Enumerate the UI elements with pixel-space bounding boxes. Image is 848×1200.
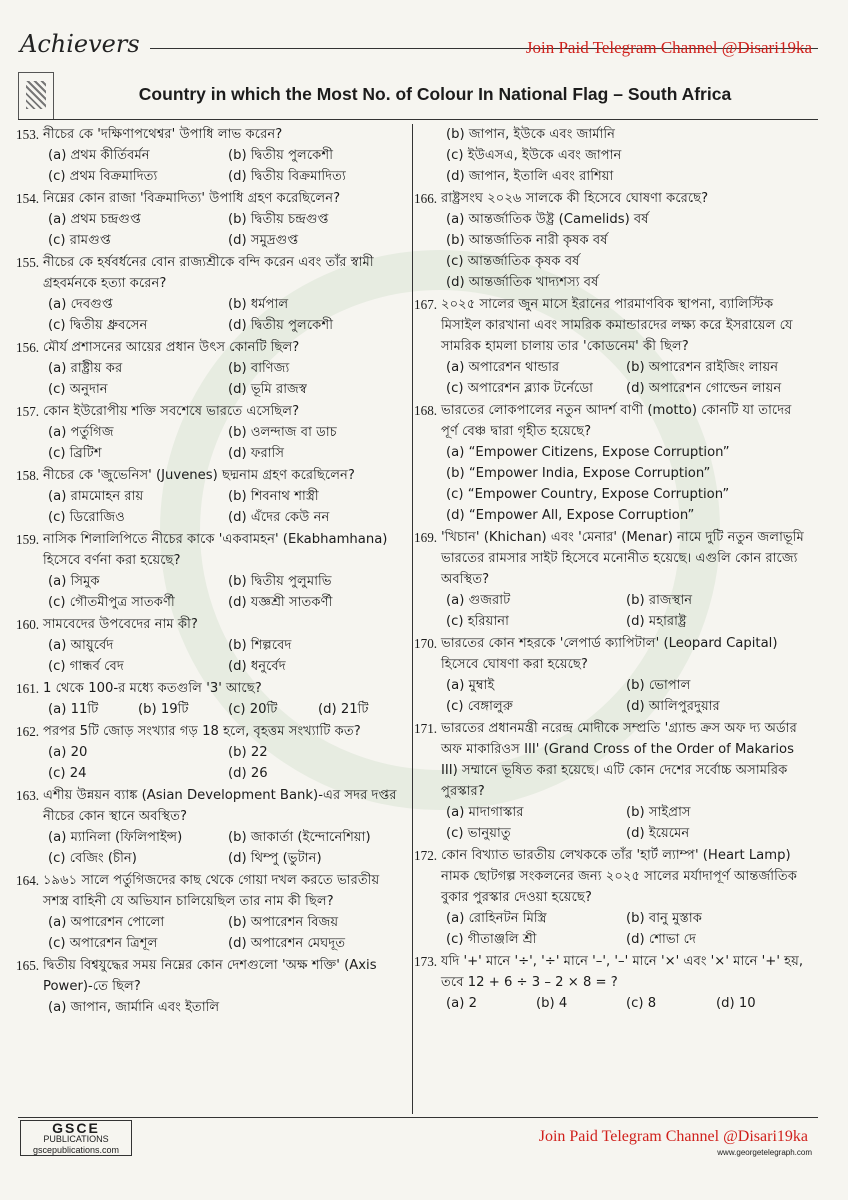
question-line bbox=[16, 955, 408, 997]
options-grid bbox=[414, 357, 806, 399]
option-item: (a) “Empower Citizens, Expose Corruption” bbox=[446, 445, 730, 460]
telegram-banner-top: Join Paid Telegram Channel @Disari19ka bbox=[525, 38, 812, 57]
question-number: 171. bbox=[414, 721, 438, 736]
question-text: এশীয় উন্নয়ন ব্যাঙ্ক (Asian Development Bank)-এর সদর দপ্তর নীচের কোন স্থানে অবস্থিত? bbox=[43, 788, 397, 824]
option-item: (c) ব্রিটিশ bbox=[48, 446, 102, 461]
option-item: (b) সাইপ্রাস bbox=[626, 805, 691, 820]
question-line bbox=[16, 678, 408, 699]
question-number: 154. bbox=[16, 191, 40, 206]
question-number: 157. bbox=[16, 404, 40, 419]
option-item: (a) প্রথম কীর্তিবর্মন bbox=[48, 148, 150, 163]
question-line bbox=[414, 951, 806, 993]
question-line bbox=[16, 188, 408, 209]
option-item: (d) 26 bbox=[228, 766, 268, 781]
question-text: নিম্নের কোন রাজা 'বিক্রমাদিত্য' উপাধি গ্রহণ করেছিলেন? bbox=[43, 191, 341, 206]
brand-logo: Achievers bbox=[20, 30, 140, 58]
options-grid bbox=[414, 124, 806, 187]
question-text: দ্বিতীয় বিশ্বযুদ্ধের সময় নিম্নের কোন দেশগুলো 'অক্ষ শক্তি' (Axis Power)-তে ছিল? bbox=[43, 958, 377, 994]
question-line bbox=[16, 721, 408, 742]
options-grid bbox=[16, 571, 408, 613]
option-item: (b) রাজস্থান bbox=[626, 593, 693, 608]
option-item: (d) এঁদের কেউ নন bbox=[228, 510, 330, 525]
options-grid bbox=[414, 209, 806, 293]
question-text: রাষ্ট্রসংঘ ২০২৬ সালকে কী হিসেবে ঘোষণা করেছে? bbox=[441, 191, 709, 206]
options-grid bbox=[16, 827, 408, 869]
option-item: (c) “Empower Country, Expose Corruption” bbox=[446, 487, 730, 502]
option-item: (c) বেঙ্গালুরু bbox=[446, 699, 513, 714]
question-block bbox=[16, 955, 408, 1018]
option-item: (d) “Empower All, Expose Corruption” bbox=[446, 508, 695, 523]
options-grid bbox=[16, 912, 408, 954]
question-number: 160. bbox=[16, 617, 40, 632]
option-item: (b) ধর্মপাল bbox=[228, 297, 289, 312]
option-item: (a) 20 bbox=[48, 745, 88, 760]
option-item: (a) মুম্বাই bbox=[446, 678, 495, 693]
option-item: (b) শিল্পবেদ bbox=[228, 638, 292, 653]
publisher-logo bbox=[20, 1120, 132, 1156]
option-item: (a) রোহিনটন মিস্ত্রি bbox=[446, 911, 547, 926]
option-item: (b) 19টি bbox=[138, 702, 189, 717]
options-grid bbox=[16, 699, 408, 720]
logo-sub: PUBLICATIONS bbox=[43, 1134, 109, 1144]
option-item: (d) 21টি bbox=[318, 702, 369, 717]
option-item: (a) গুজরাট bbox=[446, 593, 511, 608]
question-block bbox=[414, 400, 806, 526]
option-item: (c) 8 bbox=[626, 996, 657, 1011]
question-text: ২০২৫ সালের জুন মাসে ইরানের পারমাণবিক স্থাপনা, ব্যালিস্টিক মিসাইল কারখানা এবং সামরিক কমান্ডারদের লক্ষ্য করে ইসরায়েল যে সামরিক হামলা চালায় তার 'কোডনেম' কী ছিল? bbox=[441, 297, 793, 354]
telegram-banner-bottom: Join Paid Telegram Channel @Disari19ka bbox=[538, 1128, 808, 1145]
option-item: (a) প্রথম চন্দ্রগুপ্ত bbox=[48, 212, 141, 227]
option-item: (b) অপারেশন বিজয় bbox=[228, 915, 339, 930]
question-line bbox=[16, 124, 408, 145]
question-number: 162. bbox=[16, 724, 40, 739]
question-number: 165. bbox=[16, 958, 40, 973]
options-grid bbox=[414, 675, 806, 717]
option-item: (c) অনুদান bbox=[48, 382, 108, 397]
option-item: (d) 10 bbox=[716, 996, 756, 1011]
question-text: নীচের কে 'জুভেনিস' (Juvenes) ছদ্মনাম গ্রহণ করেছিলেন? bbox=[43, 468, 355, 483]
question-block bbox=[16, 252, 408, 336]
options-grid bbox=[16, 635, 408, 677]
question-number: 169. bbox=[414, 530, 438, 545]
question-block bbox=[16, 721, 408, 784]
question-block bbox=[16, 785, 408, 869]
question-line bbox=[414, 400, 806, 442]
option-item: (c) দ্বিতীয় ধ্রুবসেন bbox=[48, 318, 148, 333]
question-number: 170. bbox=[414, 636, 438, 651]
question-block bbox=[414, 633, 806, 717]
question-text: নীচের কে হর্ষবর্ধনের বোন রাজ্যশ্রীকে বন্দি করেন এবং তাঁর স্বামী গ্রহবর্মনকে হত্যা করেন? bbox=[43, 255, 374, 291]
question-line bbox=[414, 527, 806, 590]
option-item: (b) বানু মুস্তাক bbox=[626, 911, 702, 926]
footer-url: www.georgetelegraph.com bbox=[717, 1148, 812, 1157]
option-item: (c) গৌতমীপুত্র সাতকর্ণী bbox=[48, 595, 175, 610]
options-grid bbox=[16, 742, 408, 784]
option-item: (a) আন্তর্জাতিক উষ্ট্র (Camelids) বর্ষ bbox=[446, 212, 649, 227]
question-line bbox=[16, 401, 408, 422]
question-block bbox=[414, 527, 806, 632]
question-number: 164. bbox=[16, 873, 40, 888]
option-item: (a) সিমুক bbox=[48, 574, 100, 589]
question-block bbox=[414, 845, 806, 950]
option-item: (c) প্রথম বিক্রমাদিত্য bbox=[48, 169, 158, 184]
question-number: 173. bbox=[414, 954, 438, 969]
question-text: কোন বিখ্যাত ভারতীয় লেখককে তাঁর 'হার্ট ল্যাম্প' (Heart Lamp) নামক ছোটগল্প সংকলনের জন্য ২০২৫ সালের মর্যাদাপূর্ণ আন্তর্জাতিক বুকার পুরস্কার দেওয়া হয়েছে? bbox=[441, 848, 797, 905]
option-item: (d) অপারেশন গোল্ডেন লায়ন bbox=[626, 381, 782, 396]
question-number: 153. bbox=[16, 127, 40, 142]
option-item: (b) জাপান, ইউকে এবং জার্মানি bbox=[446, 127, 616, 142]
question-line bbox=[16, 252, 408, 294]
option-item: (b) 22 bbox=[228, 745, 268, 760]
question-block bbox=[414, 718, 806, 844]
question-text: 1 থেকে 100-র মধ্যে কতগুলি '3' আছে? bbox=[43, 681, 262, 696]
option-item: (d) ইয়েমেন bbox=[626, 826, 690, 841]
option-item: (a) অপারেশন পোলো bbox=[48, 915, 165, 930]
question-block bbox=[16, 529, 408, 613]
question-number: 159. bbox=[16, 532, 40, 547]
options-grid bbox=[414, 993, 806, 1014]
question-line bbox=[16, 614, 408, 635]
option-item: (d) শোভা দে bbox=[626, 932, 696, 947]
options-grid bbox=[16, 294, 408, 336]
question-number: 168. bbox=[414, 403, 438, 418]
question-block bbox=[16, 678, 408, 720]
question-line bbox=[414, 718, 806, 802]
question-block bbox=[16, 337, 408, 400]
question-text: পরপর 5টি জোড় সংখ্যার গড় 18 হলে, বৃহত্তম সংখ্যাটি কত? bbox=[43, 724, 361, 739]
question-text: ১৯৬১ সালে পর্তুগিজদের কাছ থেকে গোয়া দখল করতে ভারতীয় সশস্ত্র বাহিনী যে অভিযান চালিয়েছিল তার নাম কী ছিল? bbox=[43, 873, 380, 909]
question-text: সামবেদের উপবেদের নাম কী? bbox=[43, 617, 198, 632]
question-text: ভারতের কোন শহরকে 'লেপার্ড ক্যাপিটাল' (Leopard Capital) হিসেবে ঘোষণা করা হয়েছে? bbox=[441, 636, 778, 672]
question-number: 161. bbox=[16, 681, 40, 696]
option-item: (d) অপারেশন মেঘদূত bbox=[228, 936, 346, 951]
option-item: (d) দ্বিতীয় পুলকেশী bbox=[228, 318, 333, 333]
option-item: (b) অপারেশন রাইজিং লায়ন bbox=[626, 360, 779, 375]
option-item: (c) হরিয়ানা bbox=[446, 614, 509, 629]
option-item: (a) জাপান, জার্মানি এবং ইতালি bbox=[48, 1000, 220, 1015]
option-item: (a) আয়ুর্বেদ bbox=[48, 638, 114, 653]
top-rule bbox=[18, 119, 818, 120]
option-item: (b) ওলন্দাজ বা ডাচ bbox=[228, 425, 337, 440]
option-item: (d) ফরাসি bbox=[228, 446, 285, 461]
option-item: (b) ভোপাল bbox=[626, 678, 691, 693]
banner-icon bbox=[18, 72, 54, 120]
question-line bbox=[16, 785, 408, 827]
question-number: 167. bbox=[414, 297, 438, 312]
option-item: (d) আলিপুরদুয়ার bbox=[626, 699, 720, 714]
option-item: (c) রামগুপ্ত bbox=[48, 233, 111, 248]
question-line bbox=[16, 870, 408, 912]
option-item: (d) ভূমি রাজস্ব bbox=[228, 382, 307, 397]
option-item: (c) ইউএসএ, ইউকে এবং জাপান bbox=[446, 148, 622, 163]
option-item: (d) আন্তর্জাতিক খাদ্যশস্য বর্ষ bbox=[446, 275, 599, 290]
question-block bbox=[16, 614, 408, 677]
option-item: (c) 20টি bbox=[228, 702, 278, 717]
question-line bbox=[414, 845, 806, 908]
banner-fact: Country in which the Most No. of Colour In National Flag – South Africa bbox=[138, 84, 732, 104]
option-item: (c) 24 bbox=[48, 766, 87, 781]
options-grid bbox=[414, 590, 806, 632]
option-item: (b) জাকার্তা (ইন্দোনেশিয়া) bbox=[228, 830, 371, 845]
option-item: (d) জাপান, ইতালি এবং রাশিয়া bbox=[446, 169, 614, 184]
option-item: (d) থিম্পু (ভুটান) bbox=[228, 851, 322, 866]
option-item: (a) ম্যানিলা (ফিলিপাইন্স) bbox=[48, 830, 183, 845]
logo-url: gscepublications.com bbox=[32, 1145, 120, 1155]
question-number: 163. bbox=[16, 788, 40, 803]
options-grid bbox=[16, 486, 408, 528]
question-number: 172. bbox=[414, 848, 438, 863]
option-item: (d) যজ্ঞশ্রী সাতকর্ণী bbox=[228, 595, 333, 610]
question-line bbox=[414, 294, 806, 357]
question-text: কোন ইউরোপীয় শক্তি সবশেষে ভারতে এসেছিল? bbox=[43, 404, 300, 419]
question-line bbox=[414, 188, 806, 209]
question-block bbox=[16, 401, 408, 464]
column-divider bbox=[412, 124, 413, 1114]
question-text: নাসিক শিলালিপিতে নীচের কাকে 'একবামহন' (Ekabhamhana) হিসেবে বর্ণনা করা হয়েছে? bbox=[43, 532, 388, 568]
options-grid bbox=[414, 442, 806, 526]
question-number: 158. bbox=[16, 468, 40, 483]
question-block bbox=[16, 188, 408, 251]
options-grid bbox=[16, 209, 408, 251]
options-grid bbox=[16, 997, 408, 1018]
option-item: (c) ভানুয়াতু bbox=[446, 826, 511, 841]
question-block bbox=[414, 188, 806, 293]
question-block bbox=[16, 124, 408, 187]
option-item: (a) 11টি bbox=[48, 702, 99, 717]
question-block bbox=[414, 951, 806, 1014]
option-item: (d) ধনুর্বেদ bbox=[228, 659, 286, 674]
option-item: (a) মাদাগাস্কার bbox=[446, 805, 524, 820]
option-item: (a) দেবগুপ্ত bbox=[48, 297, 113, 312]
options-grid bbox=[16, 358, 408, 400]
options-grid bbox=[16, 145, 408, 187]
option-item: (a) পর্তুগিজ bbox=[48, 425, 114, 440]
question-text: ভারতের লোকপালের নতুন আদর্শ বাণী (motto) কোনটি যা তাদের পূর্ণ বেঞ্চ দ্বারা গৃহীত হয়েছে? bbox=[441, 403, 792, 439]
question-line bbox=[16, 337, 408, 358]
bottom-rule bbox=[18, 1117, 818, 1118]
question-text: ভারতের প্রধানমন্ত্রী নরেন্দ্র মোদীকে সম্প্রতি 'গ্র্যান্ড ক্রস অফ দ্য অর্ডার অফ মাকারিওস III' (Grand Cross of the Order of Makarios III) সম্মানে ভূষিত করা হয়েছে। এটি কোন দেশের সর্বোচ্চ অসামরিক পুরস্কার? bbox=[441, 721, 797, 799]
option-item: (a) রামমোহন রায় bbox=[48, 489, 144, 504]
option-item: (c) বেজিং (চীন) bbox=[48, 851, 137, 866]
logo-main: GSCE bbox=[52, 1120, 100, 1136]
question-number: 155. bbox=[16, 255, 40, 270]
question-line bbox=[16, 529, 408, 571]
option-item: (d) দ্বিতীয় বিক্রমাদিত্য bbox=[228, 169, 346, 184]
options-grid bbox=[414, 908, 806, 950]
option-item: (c) অপারেশন ব্ল্যাক টর্নেডো bbox=[446, 381, 593, 396]
question-number: 156. bbox=[16, 340, 40, 355]
option-item: (b) দ্বিতীয় চন্দ্রগুপ্ত bbox=[228, 212, 329, 227]
option-item: (c) গান্ধর্ব বেদ bbox=[48, 659, 124, 674]
question-line bbox=[16, 465, 408, 486]
option-item: (a) অপারেশন থান্ডার bbox=[446, 360, 560, 375]
question-block bbox=[414, 294, 806, 399]
option-item: (c) ডিরোজিও bbox=[48, 510, 125, 525]
option-item: (b) দ্বিতীয় পুলকেশী bbox=[228, 148, 333, 163]
question-block bbox=[16, 465, 408, 528]
question-number: 166. bbox=[414, 191, 438, 206]
option-item: (c) আন্তর্জাতিক কৃষক বর্ষ bbox=[446, 254, 580, 269]
options-grid bbox=[16, 422, 408, 464]
option-item: (b) 4 bbox=[536, 996, 568, 1011]
option-item: (b) আন্তর্জাতিক নারী কৃষক বর্ষ bbox=[446, 233, 608, 248]
option-item: (b) দ্বিতীয় পুলুমাভি bbox=[228, 574, 332, 589]
left-column bbox=[16, 124, 408, 1019]
question-block bbox=[414, 124, 806, 187]
option-item: (d) মহারাষ্ট্র bbox=[626, 614, 687, 629]
option-item: (b) “Empower India, Expose Corruption” bbox=[446, 466, 711, 481]
question-text: 'খিচান' (Khichan) এবং 'মেনার' (Menar) নামে দুটি নতুন জলাভূমি ভারতের রামসার সাইট হিসেবে মনোনীত হয়েছে। এগুলি কোন রাজ্যে অবস্থিত? bbox=[441, 530, 804, 587]
option-item: (c) গীতাঞ্জলি শ্রী bbox=[446, 932, 537, 947]
question-text: নীচের কে 'দক্ষিণাপথেশ্বর' উপাধি লাভ করেন? bbox=[43, 127, 283, 142]
option-item: (b) শিবনাথ শাস্ত্রী bbox=[228, 489, 319, 504]
question-block bbox=[16, 870, 408, 954]
option-item: (d) সমুদ্রগুপ্ত bbox=[228, 233, 299, 248]
question-text: মৌর্য প্রশাসনের আয়ের প্রধান উৎস কোনটি ছিল? bbox=[43, 340, 300, 355]
question-text: যদি '+' মানে '÷', '÷' মানে '–', '–' মানে '×' এবং '×' মানে '+' হয়, তবে 12 + 6 ÷ 3 – 2 × 8 = ? bbox=[441, 954, 804, 990]
option-item: (a) রাষ্ট্রীয় কর bbox=[48, 361, 123, 376]
options-grid bbox=[414, 802, 806, 844]
option-item: (a) 2 bbox=[446, 996, 477, 1011]
option-item: (c) অপারেশন ত্রিশূল bbox=[48, 936, 158, 951]
right-column bbox=[414, 124, 806, 1015]
option-item: (b) বাণিজ্য bbox=[228, 361, 290, 376]
question-line bbox=[414, 633, 806, 675]
